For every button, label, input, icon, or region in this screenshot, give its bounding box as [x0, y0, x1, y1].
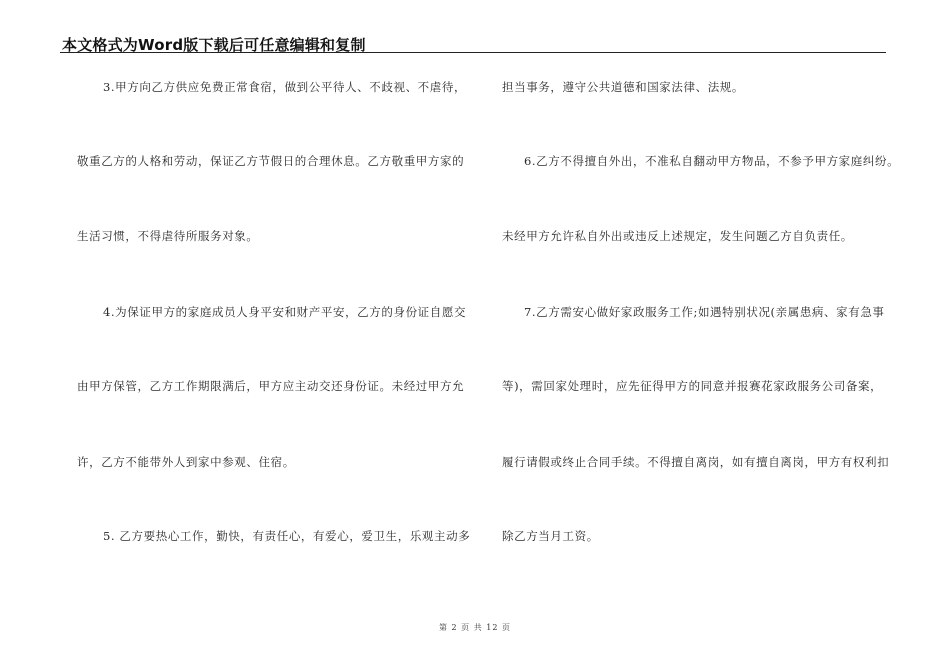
- paragraph-7-line-4: 除乙方当月工资。: [502, 529, 599, 543]
- header-divider: [60, 52, 886, 53]
- paragraph-5-line-2: 担当事务，遵守公共道德和国家法律、法规。: [502, 80, 744, 94]
- paragraph-3-line-1: 3.甲方向乙方供应免费正常食宿，做到公平待人、不歧视、不虐待，: [103, 80, 467, 94]
- paragraph-3-line-2: 敬重乙方的人格和劳动，保证乙方节假日的合理休息。乙方敬重甲方家的: [77, 154, 465, 168]
- paragraph-4-line-2: 由甲方保管，乙方工作期限满后，甲方应主动交还身份证。未经过甲方允: [77, 379, 465, 393]
- paragraph-7-line-2: 等)，需回家处理时，应先征得甲方的同意并报赛花家政服务公司备案，: [502, 379, 883, 393]
- paragraph-6-line-2: 未经甲方允许私自外出或违反上述规定，发生问题乙方自负责任。: [502, 229, 853, 243]
- paragraph-7-line-1: 7.乙方需安心做好家政服务工作;如遇特别状况(亲属患病、家有急事: [524, 305, 885, 319]
- paragraph-6-line-1: 6.乙方不得擅自外出，不准私自翻动甲方物品，不参予甲方家庭纠纷。: [524, 154, 900, 168]
- paragraph-5-line-1: 5. 乙方要热心工作，勤快，有责任心，有爱心，爱卫生，乐观主动多: [103, 529, 471, 543]
- paragraph-3-line-3: 生活习惯，不得虐待所服务对象。: [77, 229, 259, 243]
- paragraph-7-line-3: 履行请假或终止合同手续。不得擅自离岗，如有擅自离岗，甲方有权利扣: [502, 455, 890, 469]
- paragraph-4-line-3: 许，乙方不能带外人到家中参观、住宿。: [77, 455, 295, 469]
- page-number-footer: 第 2 页 共 12 页: [439, 623, 511, 632]
- document-header-title: 本文格式为Word版下载后可任意编辑和复制: [62, 36, 366, 54]
- paragraph-4-line-1: 4.为保证甲方的家庭成员人身平安和财产平安，乙方的身份证自愿交: [103, 305, 467, 319]
